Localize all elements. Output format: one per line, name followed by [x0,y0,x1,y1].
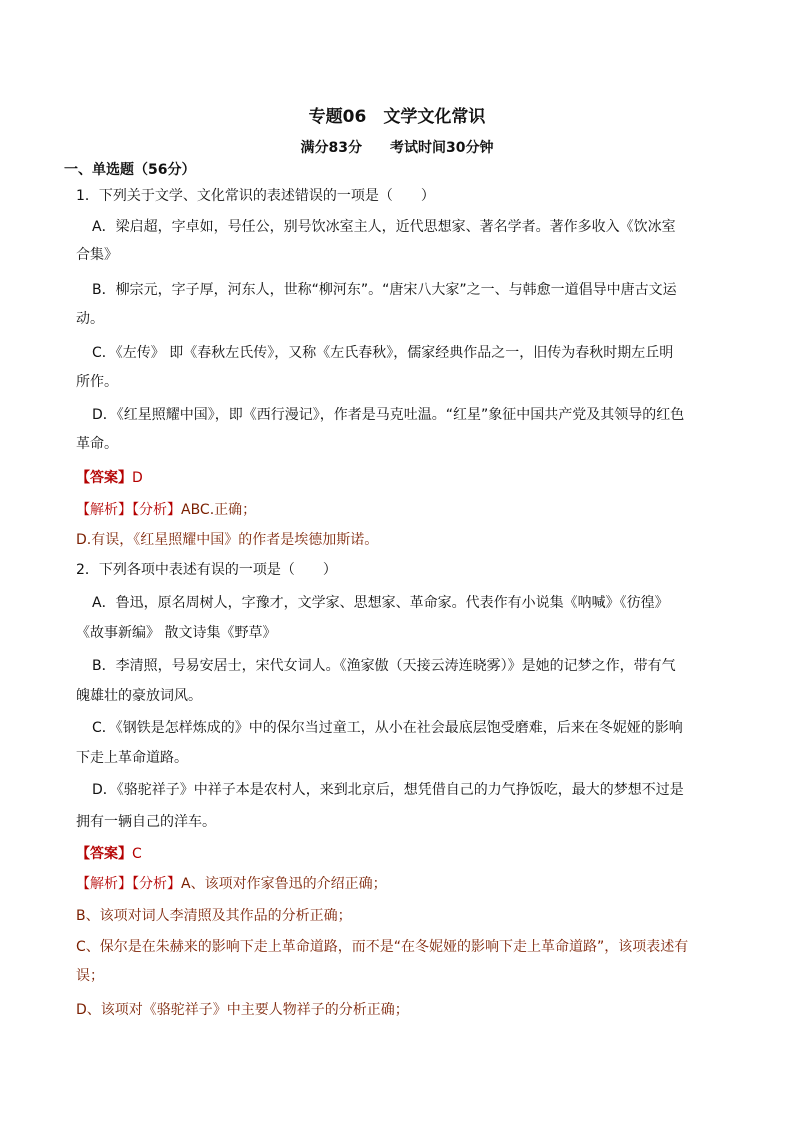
q2-option-d-line2: 拥有一辆自己的洋车。 [76,814,216,830]
q2-option-a-line2: 《故事新编》 散文诗集《野草》 [76,625,277,641]
q1-option-a-line1: A．梁启超，字卓如，号任公，别号饮冰室主人，近代思想家、著名学者。著作多收入《饮冰室 [92,219,676,235]
answer-label: 【答案】 [76,470,132,486]
q1-option-d-line1: D．《红星照耀中国》，即《西行漫记》，作者是马克吐温。“红星”象征中国共产党及其领导的红色 [92,407,685,423]
answer-value: D [132,470,143,486]
q2-option-a-line1: A．鲁迅，原名周树人，字豫才，文学家、思想家、革命家。代表作有小说集《呐喊》《彷徨》 [92,595,669,611]
q1-option-b-line2: 动。 [76,311,104,327]
q2-option-b-line1: B．李清照，号易安居士，宋代女词人。《渔家傲（天接云涛连晓雾）》是她的记梦之作，带有气 [92,658,676,674]
question-1-stem: 1．下列关于文学、文化常识的表述错误的一项是（ ） [76,188,435,204]
q2-option-c-line1: C．《钢铁是怎样炼成的》中的保尔当过童工，从小在社会最底层饱受磨难，后来在冬妮娅的影响 [92,720,683,736]
q1-option-d-line2: 革命。 [76,436,118,452]
q2-analysis-line2: B、该项对词人李清照及其作品的分析正确； [76,908,352,924]
q2-option-d-line1: D．《骆驼祥子》中祥子本是农村人，来到北京后，想凭借自己的力气挣饭吃，最大的梦想不过是 [92,782,684,798]
section-heading: 一、单选题（56分） [64,162,196,178]
analysis-label: 【解析】【分析】 [76,502,181,518]
page-subtitle: 满分83分 考试时间30分钟 [300,140,494,156]
question-2-stem: 2．下列各项中表述有误的一项是（ ） [76,562,337,578]
analysis-label: 【解析】【分析】 [76,876,181,892]
q1-option-b-line1: B．柳宗元，字子厚，河东人，世称“柳河东”。“唐宋八大家”之一、与韩愈一道倡导中唐古文运 [92,282,677,298]
q2-analysis-line4: 误； [76,968,104,984]
q1-option-c-line1: C．《左传》 即《春秋左氏传》，又称《左氏春秋》，儒家经典作品之一，旧传为春秋时期左丘明 [92,345,674,361]
q2-analysis-line1 [76,874,726,894]
analysis-text: ABC.正确； [181,502,257,518]
q2-option-c-line2: 下走上革命道路。 [76,750,188,766]
q1-answer [76,468,726,488]
q1-analysis-line1 [76,500,726,520]
answer-value: C [132,846,142,862]
analysis-text: A、该项对作家鲁迅的介绍正确； [181,876,387,892]
q2-option-b-line2: 魄雄壮的豪放词风。 [76,688,202,704]
q1-analysis-line2: D.有误，《红星照耀中国》的作者是埃德加斯诺。 [76,532,379,548]
page-title: 专题06 文学文化常识 [308,107,486,127]
q1-option-c-line2: 所作。 [76,374,118,390]
q2-analysis-line3: C、保尔是在朱赫来的影响下走上革命道路，而不是“在冬妮娅的影响下走上革命道路”，该项表述有 [76,939,689,955]
q2-answer [76,844,726,864]
answer-label: 【答案】 [76,846,132,862]
q1-option-a-line2: 合集》 [76,247,118,263]
q2-analysis-line5: D、该项对《骆驼祥子》中主要人物祥子的分析正确； [76,1002,409,1018]
